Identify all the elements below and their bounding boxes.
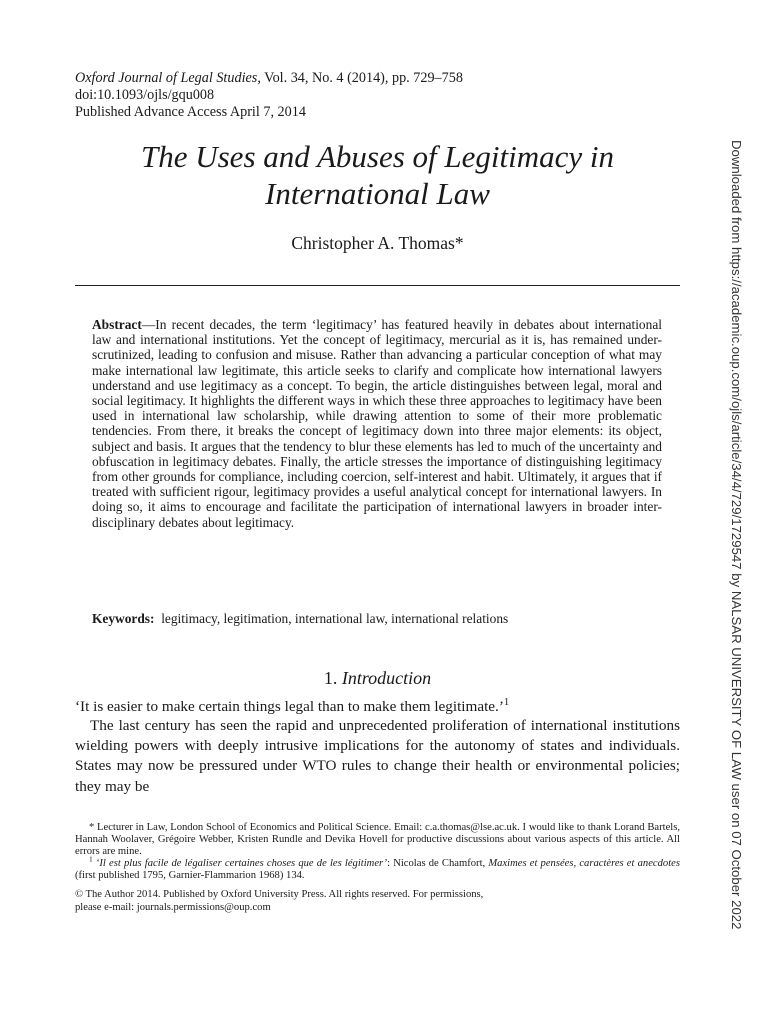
epigraph <box>75 697 680 717</box>
footnote-1-quote: ‘Il est plus facile de légaliser certaines choses que de les légitimer’ <box>95 858 388 869</box>
journal-header <box>75 70 463 121</box>
copyright-notice <box>75 889 680 914</box>
footnote-1-mark: 1 <box>89 854 93 864</box>
footnote-1-end: (first published 1795, Garnier-Flammarion 1968) 134. <box>75 870 305 881</box>
footnote-1-book: Maximes et pensées, caractères et anecdotes <box>488 858 680 869</box>
doi-line[interactable]: doi:10.1093/ojls/gqu008 <box>75 87 215 103</box>
article-title: The Uses and Abuses of Legitimacy in International Law <box>140 139 614 211</box>
journal-citation <box>75 70 463 87</box>
epigraph-text: ‘It is easier to make certain things legal than to make them legitimate.’ <box>75 698 504 715</box>
footnote-1 <box>75 854 680 882</box>
download-watermark-container <box>722 140 752 930</box>
footnote-1-mid: : Nicolas de Chamfort, <box>387 858 489 869</box>
footnotes <box>75 822 680 882</box>
download-watermark: Downloaded from https://academic.oup.com/ojls/article/34/4/729/1729547 by NALSAR UNIVERSITY OF LAW user on 07 October 2022 <box>729 140 744 930</box>
footnote-ref-1[interactable]: 1 <box>503 696 510 708</box>
keywords-text: legitimacy, legitimation, international law, international relations <box>161 611 509 626</box>
keywords-label: Keywords: <box>92 611 155 626</box>
abstract-label: Abstract <box>92 317 142 332</box>
section-heading <box>75 668 680 689</box>
article-author: Christopher A. Thomas* <box>291 233 464 253</box>
copyright-line-1: © The Author 2014. Published by Oxford University Press. All rights reserved. For permissions, <box>75 889 484 900</box>
title-divider <box>75 285 680 286</box>
abstract-text: —In recent decades, the term ‘legitimacy’ has featured heavily in debates about international law and international institutions. Yet the concept of legitimacy, mercurial as it is, has remained under-scrutinized, leading to confusion and misuse. Rather than advancing a particular conception of what may make international law legitimate, this article seeks to clarify and complicate how international lawyers understand and use legitimacy as a concept. To begin, the article distinguishes between legal, moral and social legitimacy. It highlights the different ways in which these three approaches to legitimacy have been used in international law scholarship, while drawing attention to some of their more problematic tendencies. From there, it breaks the concept of legitimacy down into three major elements: its object, subject and basis. It argues that the tendency to blur these elements has led to much of the uncertainty and obfuscation in legitimacy debates. Finally, the article stresses the importance of distinguishing legitimacy from other grounds for compliance, including coercion, self-interest and habit. Ultimately, it argues that if treated with sufficient rigour, legitimacy provides a useful analytical concept for international lawyers. In doing so, it aims to encourage and facilitate the participation of international lawyers in broader inter-disciplinary debates about legitimacy. <box>92 317 662 530</box>
copyright-line-2: please e-mail: journals.permissions@oup.com <box>75 901 271 913</box>
abstract <box>92 317 662 530</box>
citation-details: , Vol. 34, No. 4 (2014), pp. 729–758 <box>257 70 463 86</box>
published-line: Published Advance Access April 7, 2014 <box>75 104 306 120</box>
journal-name: Oxford Journal of Legal Studies <box>75 70 258 86</box>
section-title: Introduction <box>341 668 432 688</box>
body-paragraph: The last century has seen the rapid and unprecedented proliferation of international institutions wielding powers with deeply intrusive implications for the autonomy of states and individuals. States may now be pressured under WTO rules to change their health or environmental policies; they may be <box>75 717 680 795</box>
keywords <box>92 611 662 626</box>
section-number: 1. <box>323 668 338 688</box>
footnote-star: * Lecturer in Law, London School of Economics and Political Science. Email: c.a.thomas@lse.ac.uk. I would like to thank Lorand Bartels, Hannah Woolaver, Grégoire Webber, Kristen Rundle and Devika Hovell for productive discussions about various aspects of this article. All errors are mine. <box>75 822 680 857</box>
